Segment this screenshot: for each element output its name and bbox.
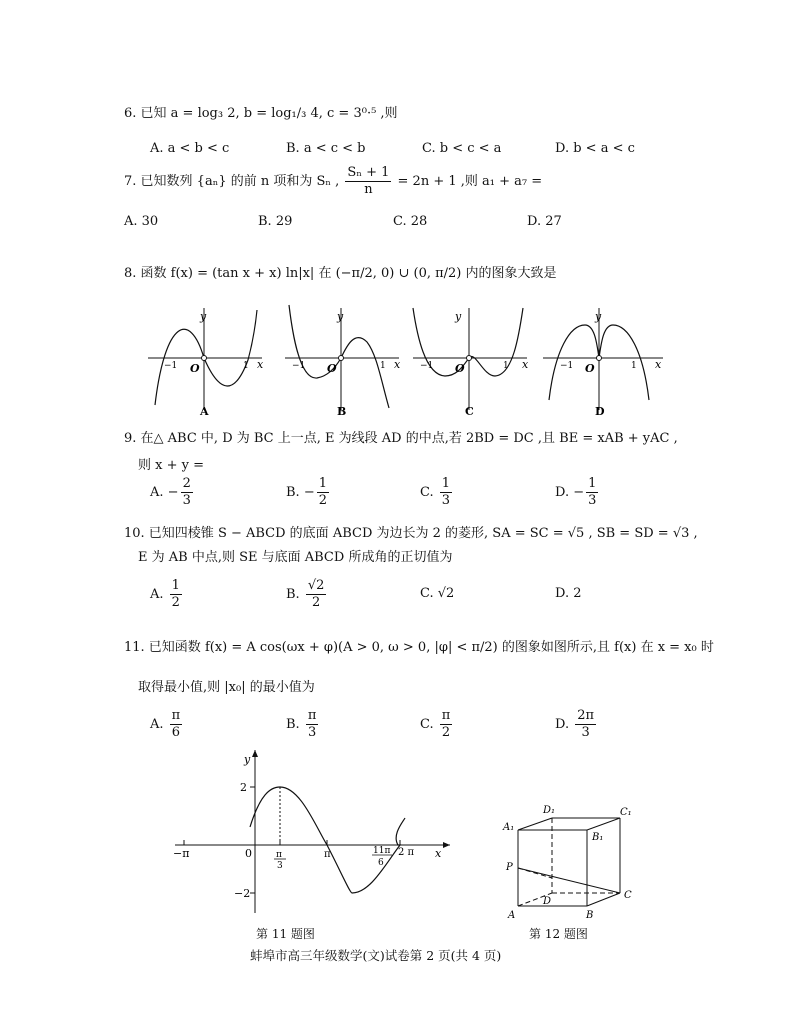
q9-c-label: C. [420, 485, 434, 500]
q10-c-label: C. [420, 586, 434, 601]
q7-option-d: D. 27 [527, 214, 562, 229]
q6-option-c: C. b < c < a [422, 141, 502, 156]
q7-frac-den: n [364, 182, 373, 197]
q9-a-frac [181, 476, 193, 509]
q9-b-sign: − [303, 485, 315, 500]
fig12-label-d: D [543, 896, 552, 907]
fig11-tick-2: 2 [240, 781, 247, 794]
q11-a-den: 6 [171, 725, 181, 740]
q8-d-tick-pos: 1 [631, 361, 637, 371]
q11-b-num: π [307, 708, 317, 723]
q7-frac-num: Sₙ + 1 [347, 165, 390, 180]
fig11-tick-2pi: 2 π [398, 847, 415, 858]
q8-a-x-label: x [257, 358, 264, 371]
q8-a-label: A [200, 405, 209, 418]
q9-b-num: 1 [318, 476, 328, 491]
q10-b-den: 2 [311, 595, 321, 610]
q8-b-tick-neg: −1 [292, 361, 306, 371]
q8-c-label: C [465, 405, 474, 418]
q9-b-den: 2 [318, 493, 328, 508]
q6-option-b: B. a < c < b [286, 141, 366, 156]
q7-stem-a: 7. 已知数列 {aₙ} 的前 n 项和为 Sₙ , [124, 174, 340, 189]
q11-d-num: 2π [577, 708, 595, 723]
q10-a-den: 2 [171, 595, 180, 610]
q7-stem-b: = 2n + 1 ,则 a₁ + a₇ = [397, 174, 543, 189]
q8-a-origin: O [190, 362, 200, 375]
q8-a-tick-pos: 1 [243, 361, 249, 371]
q8-stem: 8. 函数 f(x) = (tan x + x) ln|x| 在 (−π/2, 0) ∪ (0, π/2) 内的图象大致是 [124, 266, 557, 281]
q8-b-tick-pos: 1 [380, 361, 386, 371]
fig11-tick-11pi6-den: 6 [378, 858, 384, 868]
q10-stem2: E 为 AB 中点,则 SE 与底面 ABCD 所成角的正切值为 [138, 550, 453, 565]
q10-b-frac [306, 578, 327, 611]
fig12-label-a: A [508, 910, 516, 921]
q9-stem: 9. 在△ ABC 中, D 为 BC 上一点, E 为线段 AD 的中点,若 2BD = DC ,且 BE = xAB + yAC , [124, 431, 678, 446]
q9-stem2: 则 x + y = [138, 458, 204, 473]
q9-option-c [420, 476, 454, 509]
q7-option-c: C. 28 [393, 214, 428, 229]
fig12-label-c1: C₁ [620, 807, 632, 818]
q9-a-sign: − [167, 485, 179, 500]
q10-option-c [420, 586, 454, 601]
q11-option-a [150, 708, 184, 741]
q6-option-d: D. b < a < c [555, 141, 635, 156]
q11-c-frac [440, 708, 453, 741]
fig12-label-a1: A₁ [503, 822, 515, 833]
q8-d-origin: O [585, 362, 595, 375]
q8-graphs [140, 300, 670, 420]
q11-c-label: C. [420, 717, 434, 732]
q8-c-y-label: y [455, 310, 462, 323]
q10-d-label: D. [555, 586, 570, 601]
q8-b-origin: O [327, 362, 337, 375]
q11-c-den: 2 [441, 725, 451, 740]
q9-c-frac [440, 476, 452, 509]
fig11-tick-0: 0 [245, 847, 252, 860]
fig12-label-d1: D₁ [543, 805, 556, 816]
q9-option-d [555, 476, 600, 509]
q8-c-tick-neg: −1 [420, 361, 434, 371]
fig12-label-b1: B₁ [592, 832, 604, 843]
q11-a-label: A. [150, 717, 164, 732]
q9-a-label: A. [150, 485, 164, 500]
q10-option-d [555, 586, 582, 601]
q11-a-num: π [171, 708, 181, 723]
page-footer: 蚌埠市高三年级数学(文)试卷第 2 页(共 4 页) [250, 948, 502, 963]
q9-c-num: 1 [441, 476, 451, 491]
q9-a-den: 3 [182, 493, 191, 508]
q8-d-x-label: x [655, 358, 662, 371]
fig12-caption: 第 12 题图 [529, 927, 588, 941]
q11-d-frac [575, 708, 596, 741]
fig12-label-p: P [506, 862, 513, 873]
q8-graph-b [285, 305, 401, 418]
q8-c-x-label: x [522, 358, 529, 371]
fig11-y-label: y [244, 753, 251, 766]
q9-d-label: D. [555, 485, 570, 500]
q8-c-origin: O [455, 362, 465, 375]
fig12-label-c: C [624, 890, 632, 901]
q7-option-a: A. 30 [124, 214, 159, 229]
fig11-tick-pi: π [324, 849, 331, 860]
q10-a-num: 1 [171, 578, 180, 593]
q8-b-x-label: x [394, 358, 401, 371]
q9-option-b [286, 476, 331, 509]
q11-a-frac [170, 708, 183, 741]
fig12-label-b: B [586, 910, 594, 921]
q8-d-tick-neg: −1 [560, 361, 574, 371]
q8-d-y-label: y [595, 310, 602, 323]
q11-c-num: π [441, 708, 451, 723]
q8-a-tick-neg: −1 [164, 361, 178, 371]
q8-graph-c [413, 308, 529, 418]
q8-a-y-label: y [200, 310, 207, 323]
q7-fraction [345, 165, 391, 198]
q10-b-label: B. [286, 587, 300, 602]
q10-option-a [150, 578, 184, 611]
q10-c-text: √2 [437, 586, 455, 601]
q9-d-den: 3 [588, 493, 597, 508]
q9-b-label: B. [286, 485, 300, 500]
q9-d-sign: − [573, 485, 585, 500]
q9-option-a [150, 476, 195, 509]
fig11-x-label: x [435, 847, 442, 860]
q7-option-b: B. 29 [258, 214, 293, 229]
q8-graph-d [543, 308, 663, 418]
q9-d-num: 1 [588, 476, 597, 491]
q11-b-den: 3 [307, 725, 317, 740]
q11-stem: 11. 已知函数 f(x) = A cos(ωx + φ)(A > 0, ω > 0, |φ| < π/2) 的图象如图所示,且 f(x) 在 x = x₀ 时 [124, 640, 714, 655]
q6-stem: 6. 已知 a = log₃ 2, b = log₁/₃ 4, c = 3⁰·⁵ ,则 [124, 106, 398, 121]
q10-d-text: 2 [573, 586, 582, 601]
q11-option-b [286, 708, 320, 741]
fig11-tick-pi3-den: 3 [277, 861, 283, 871]
fig11-caption: 第 11 题图 [256, 927, 315, 941]
fig12-cube [500, 800, 640, 925]
q9-d-frac [586, 476, 598, 509]
q9-c-den: 3 [441, 493, 451, 508]
q8-b-y-label: y [337, 310, 344, 323]
q11-b-frac [306, 708, 319, 741]
q8-graph-a [148, 308, 264, 418]
q10-a-label: A. [150, 587, 164, 602]
q10-a-frac [170, 578, 182, 611]
fig11-tick-neg2: −2 [234, 887, 251, 900]
fig11-tick-negpi: −π [173, 847, 190, 860]
q11-option-c [420, 708, 454, 741]
q11-b-label: B. [286, 717, 300, 732]
q8-b-label: B [337, 405, 347, 418]
fig11-tick-pi3-num: π [276, 850, 282, 860]
q6-option-a: A. a < b < c [150, 141, 230, 156]
q11-stem2: 取得最小值,则 |x₀| 的最小值为 [138, 680, 315, 695]
q8-d-label: D [595, 405, 605, 418]
q7-stem [124, 163, 542, 201]
q10-b-num: √2 [307, 578, 325, 593]
q10-option-b [286, 578, 328, 611]
q8-c-tick-pos: 1 [503, 361, 509, 371]
q11-d-den: 3 [581, 725, 590, 740]
q11-d-label: D. [555, 717, 570, 732]
q9-a-num: 2 [182, 476, 191, 491]
fig11-graph [170, 745, 460, 920]
q11-option-d [555, 708, 598, 741]
q9-b-frac [317, 476, 329, 509]
q10-stem: 10. 已知四棱锥 S − ABCD 的底面 ABCD 为边长为 2 的菱形, SA = SC = √5 , SB = SD = √3 , [124, 526, 698, 541]
fig11-tick-11pi6-num: 11π [373, 846, 391, 856]
